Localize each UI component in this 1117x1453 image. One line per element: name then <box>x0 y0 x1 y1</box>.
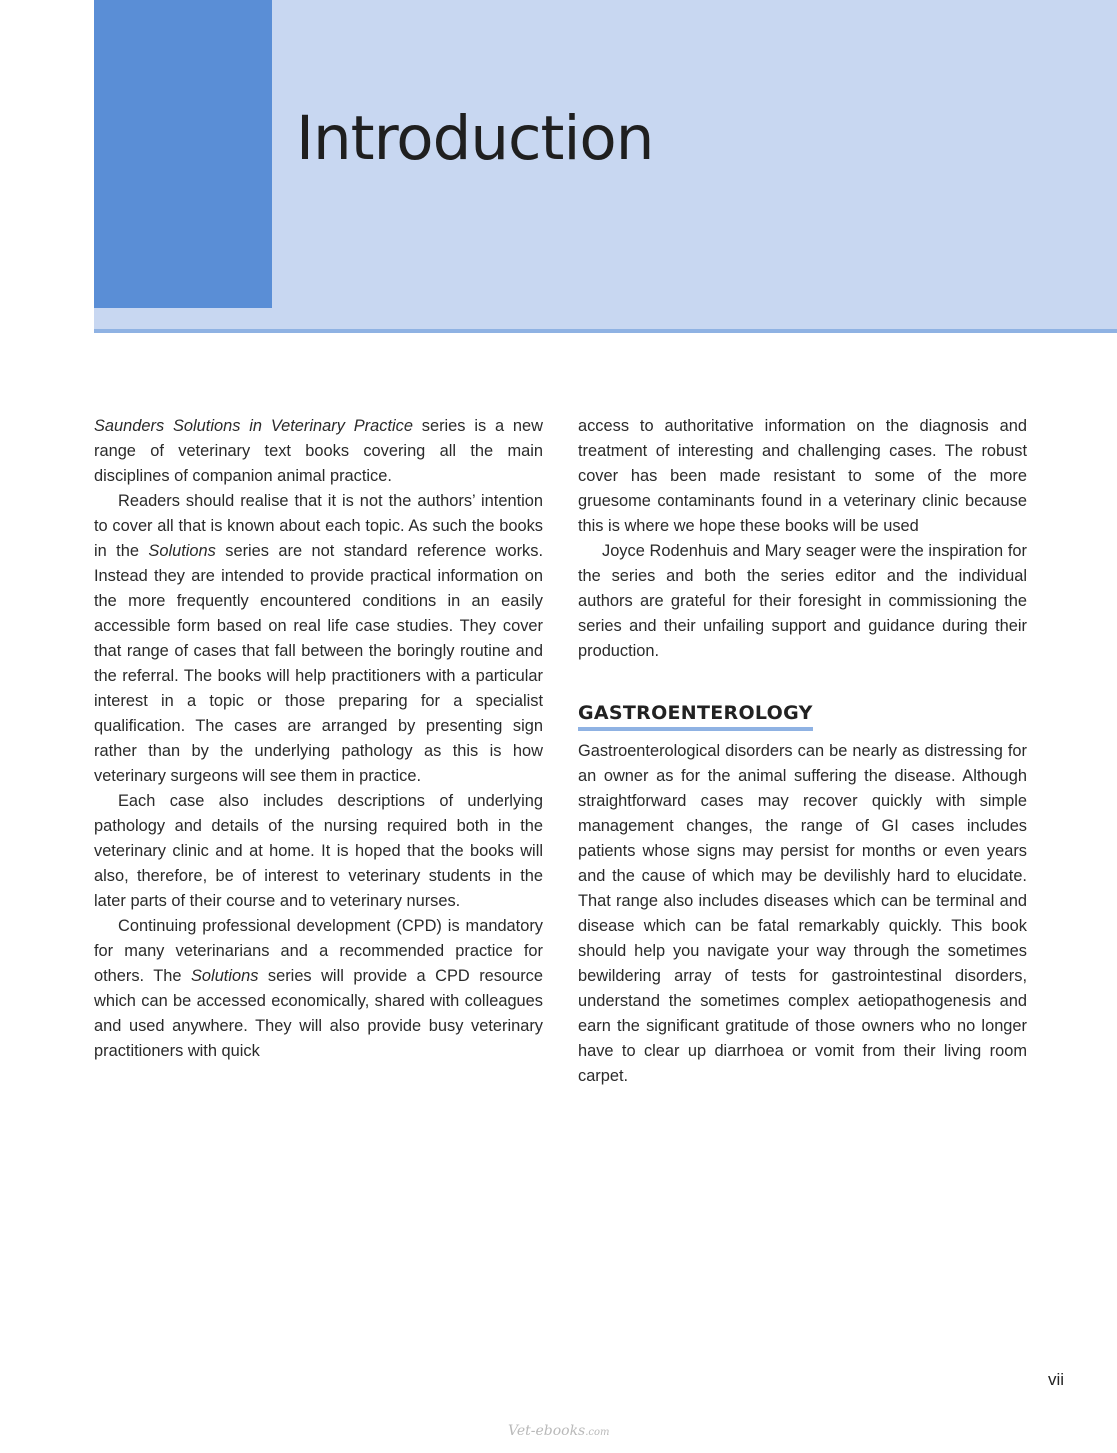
intro-paragraph-4-text-a: Continuing professional development (CPD) is mandatory for many veterinarians and a recommended practice for others. The <box>94 917 543 985</box>
intro-paragraph-2 <box>94 489 543 789</box>
intro-paragraph-1-text: series is a new range of veterinary text books covering all the main disciplines of companion animal practice. <box>94 417 543 485</box>
watermark-text: Vet-ebooks <box>508 1423 586 1439</box>
intro-paragraph-5: access to authoritative information on the diagnosis and treatment of interesting and challenging cases. The robust cover has been made resistant to some of the more gruesome contaminants found in a veterinary clinic because this is where we hope these books will be used <box>578 417 1027 535</box>
intro-paragraph-3: Each case also includes descriptions of underlying pathology and details of the nursing required both in the veterinary clinic and at home. It is hoped that the books will also, therefore, be of interest to veterinary students in the later parts of their course and to veterinary nurses. <box>94 792 543 910</box>
left-column <box>94 414 543 1064</box>
series-name: Saunders Solutions in Veterinary Practice <box>94 417 413 435</box>
watermark-logo <box>508 1423 610 1439</box>
header-accent-block <box>94 0 272 308</box>
intro-paragraph-4-text-b: series will provide a CPD resource which can be accessed economically, shared with colleagues and used anywhere. They will also provide busy veterinary practitioners with quick <box>94 967 543 1060</box>
solutions-italic: Solutions <box>148 542 216 560</box>
solutions-italic: Solutions <box>191 967 259 985</box>
chapter-title: Introduction <box>296 103 654 174</box>
header-divider-rule <box>94 329 1117 333</box>
intro-paragraph-2-text-b: series are not standard reference works. Instead they are intended to provide practical information on the more frequently encountered conditions in an easily accessible form based on real life case studies. They cover that range of cases that fall between the boringly routine and the referral. The books will help practitioners with a particular interest in a topic or those preparing for a specialist qualification. The cases are arranged by presenting sign rather than by the underlying pathology as this is how veterinary surgeons will see them in practice. <box>94 542 543 785</box>
watermark-suffix: .com <box>585 1427 610 1438</box>
page-number: vii <box>1047 1370 1064 1389</box>
right-column <box>578 414 1027 1089</box>
intro-paragraph-2-text-a: Readers should realise that it is not the authors’ intention to cover all that is known about each topic. As such the books in the <box>94 492 543 560</box>
intro-paragraph-4 <box>94 914 543 1064</box>
section-heading-gastroenterology: GASTROENTEROLOGY <box>578 700 813 731</box>
gastro-paragraph: Gastroenterological disorders can be nearly as distressing for an owner as for the animal suffering the disease. Although straightforward cases may recover quickly with simple management changes, the range of GI cases includes patients whose signs may persist for months or even years and the cause of which may be devilishly hard to elucidate. That range also includes diseases which can be terminal and disease which can be fatal remarkably quickly. This book should help you navigate your way through the sometimes bewildering array of tests for gastrointestinal disorders, understand the sometimes complex aetiopathogenesis and earn the significant gratitude of those owners who no longer have to clear up diarrhoea or vomit from their living room carpet. <box>578 742 1027 1085</box>
intro-paragraph-6: Joyce Rodenhuis and Mary seager were the inspiration for the series and both the series editor and the individual authors are grateful for their foresight in commissioning the series and their unfailing support and guidance during their production. <box>578 542 1027 660</box>
intro-paragraph-1 <box>94 414 543 489</box>
